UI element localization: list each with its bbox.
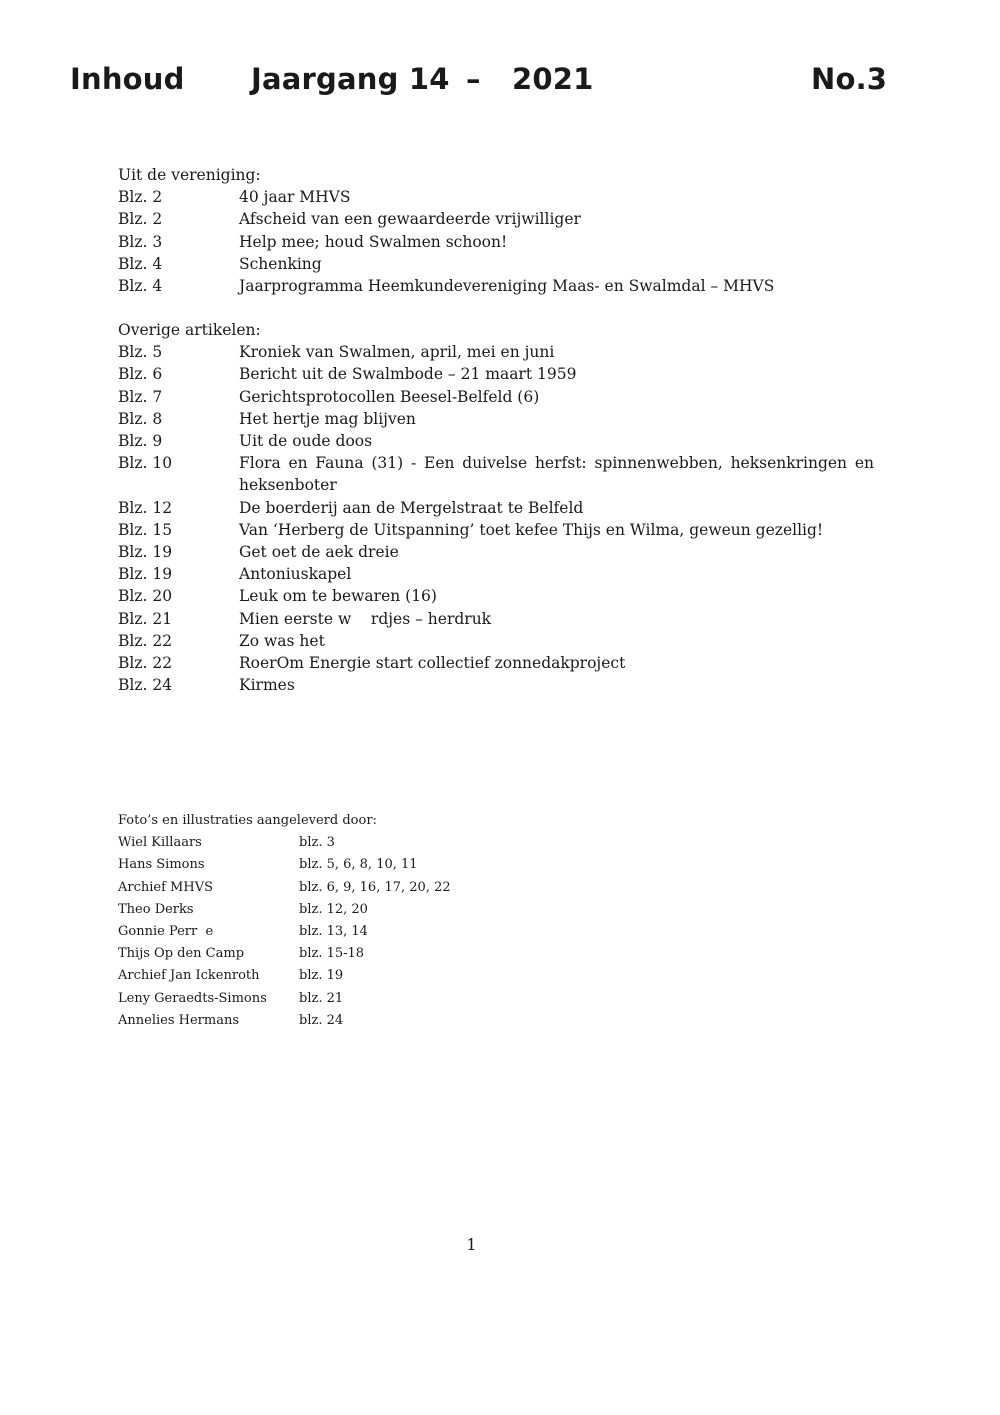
section-heading: Uit de vereniging: [118,166,261,184]
toc-entry [118,608,874,630]
toc-article-title: Antoniuskapel [239,565,352,584]
toc-article-title: Leuk om te bewaren (16) [239,587,437,606]
toc-page-ref: Blz. 3 [118,232,163,251]
toc-page-ref: Blz. 20 [118,587,173,606]
toc-entry [118,363,874,385]
toc-page-ref: Blz. 8 [118,409,163,428]
credit-name: Thijs Op den Camp [118,946,245,962]
toc-article-title: Gerichtsprotocollen Beesel-Belfeld (6) [239,387,540,406]
toc-page-ref: Blz. 2 [118,210,163,229]
page-number: 1 [466,1235,477,1254]
section-heading: Overige artikelen: [118,321,261,339]
toc-page-ref: Blz. 22 [118,631,173,650]
credit-pages: blz. 15-18 [299,946,365,962]
toc-article-title: Afscheid van een gewaardeerde vrijwilliger [239,210,581,229]
credit-pages: blz. 3 [299,835,335,851]
credit-name: Theo Derks [118,901,194,917]
toc-entry [118,452,874,496]
toc-page-ref: Blz. 5 [118,343,163,362]
toc-page-ref: Blz. 7 [118,387,163,406]
year-label: 2021 [512,62,594,96]
toc-page-ref: Blz. 10 [118,454,173,473]
credits-heading: Foto’s en illustraties aangeleverd door: [118,813,377,828]
toc-list [118,341,874,696]
toc-page-ref: Blz. 24 [118,676,173,695]
toc-entry [118,563,874,585]
credit-row [118,832,618,854]
toc-article-title: Jaarprogramma Heemkundevereniging Maas- en Swalmdal – MHVS [239,277,775,296]
issue-number: No.3 [811,62,888,96]
toc-page-ref: Blz. 19 [118,565,173,584]
toc-article-title: Get oet de aek dreie [239,543,399,562]
toc-article-title: Van ‘Herberg de Uitspanning’ toet kefee Thijs en Wilma, geweun gezellig! [239,520,824,539]
toc-entry [118,430,874,452]
toc-entry [118,585,874,607]
toc-page-ref: Blz. 4 [118,254,163,273]
toc-page-ref: Blz. 21 [118,609,173,628]
credit-row [118,1010,618,1032]
toc-entry [118,674,874,696]
toc-article-title: Bericht uit de Swalmbode – 21 maart 1959 [239,365,577,384]
credit-name: Wiel Killaars [118,835,202,851]
toc-section-vereniging [118,164,874,297]
toc-article-title: 40 jaar MHVS [239,188,351,207]
toc-entry [118,231,874,253]
credit-name: Archief Jan Ickenroth [118,968,260,984]
credit-row [118,854,618,876]
credit-name: Leny Geraedts-Simons [118,990,267,1006]
toc-article-title: RoerOm Energie start collectief zonnedakproject [239,654,626,673]
credit-pages: blz. 5, 6, 8, 10, 11 [299,857,418,873]
toc-entry [118,497,874,519]
toc-article-title: Het hertje mag blijven [239,409,416,428]
photo-credits [118,810,618,1032]
toc-article-title: De boerderij aan de Mergelstraat te Belfeld [239,498,584,517]
toc-page-ref: Blz. 15 [118,520,173,539]
toc-page-ref: Blz. 6 [118,365,163,384]
credit-name: Hans Simons [118,857,205,873]
toc-list [118,186,874,297]
page-header [0,62,1000,102]
toc-entry [118,630,874,652]
toc-article-title: Kroniek van Swalmen, april, mei en juni [239,343,555,362]
toc-entry [118,408,874,430]
toc-entry [118,519,874,541]
toc-page-ref: Blz. 2 [118,188,163,207]
toc-page-ref: Blz. 9 [118,432,163,451]
toc-article-title: Uit de oude doos [239,432,373,451]
credit-name: Annelies Hermans [118,1012,240,1028]
credit-row [118,899,618,921]
credit-row [118,943,618,965]
credit-row [118,965,618,987]
credit-pages: blz. 19 [299,968,344,984]
credit-pages: blz. 13, 14 [299,924,368,940]
toc-entry [118,186,874,208]
credit-name: Gonnie Perr e [118,924,214,940]
credits-list [118,832,618,1032]
credit-pages: blz. 12, 20 [299,901,368,917]
toc-entry [118,208,874,230]
toc-entry [118,253,874,275]
toc-article-title: Help mee; houd Swalmen schoon! [239,232,508,251]
toc-entry [118,386,874,408]
toc-article-title: Mien eerste w rdjes – herdruk [239,609,492,628]
toc-article-title: Kirmes [239,676,295,695]
volume-label: Jaargang 14 [251,62,450,96]
toc-entry [118,541,874,563]
credit-pages: blz. 24 [299,1012,344,1028]
toc-page-ref: Blz. 19 [118,543,173,562]
toc-entry [118,275,874,297]
credit-row [118,877,618,899]
credit-row [118,988,618,1010]
toc-page-ref: Blz. 22 [118,654,173,673]
contents-title: Inhoud [70,62,185,96]
toc-section-overige [118,319,874,696]
credit-name: Archief MHVS [118,879,213,895]
credit-pages: blz. 6, 9, 16, 17, 20, 22 [299,879,451,895]
toc-entry [118,652,874,674]
toc-article-title: Schenking [239,254,322,273]
header-separator: – [466,62,481,96]
toc-page-ref: Blz. 12 [118,498,173,517]
toc-entry [118,341,874,363]
toc-article-title: Zo was het [239,631,325,650]
toc-article-title: Flora en Fauna (31) - Een duivelse herfst: spinnenwebben, heksenkringen en heksenboter [239,454,874,495]
toc-page-ref: Blz. 4 [118,277,163,296]
credit-pages: blz. 21 [299,990,344,1006]
credit-row [118,921,618,943]
